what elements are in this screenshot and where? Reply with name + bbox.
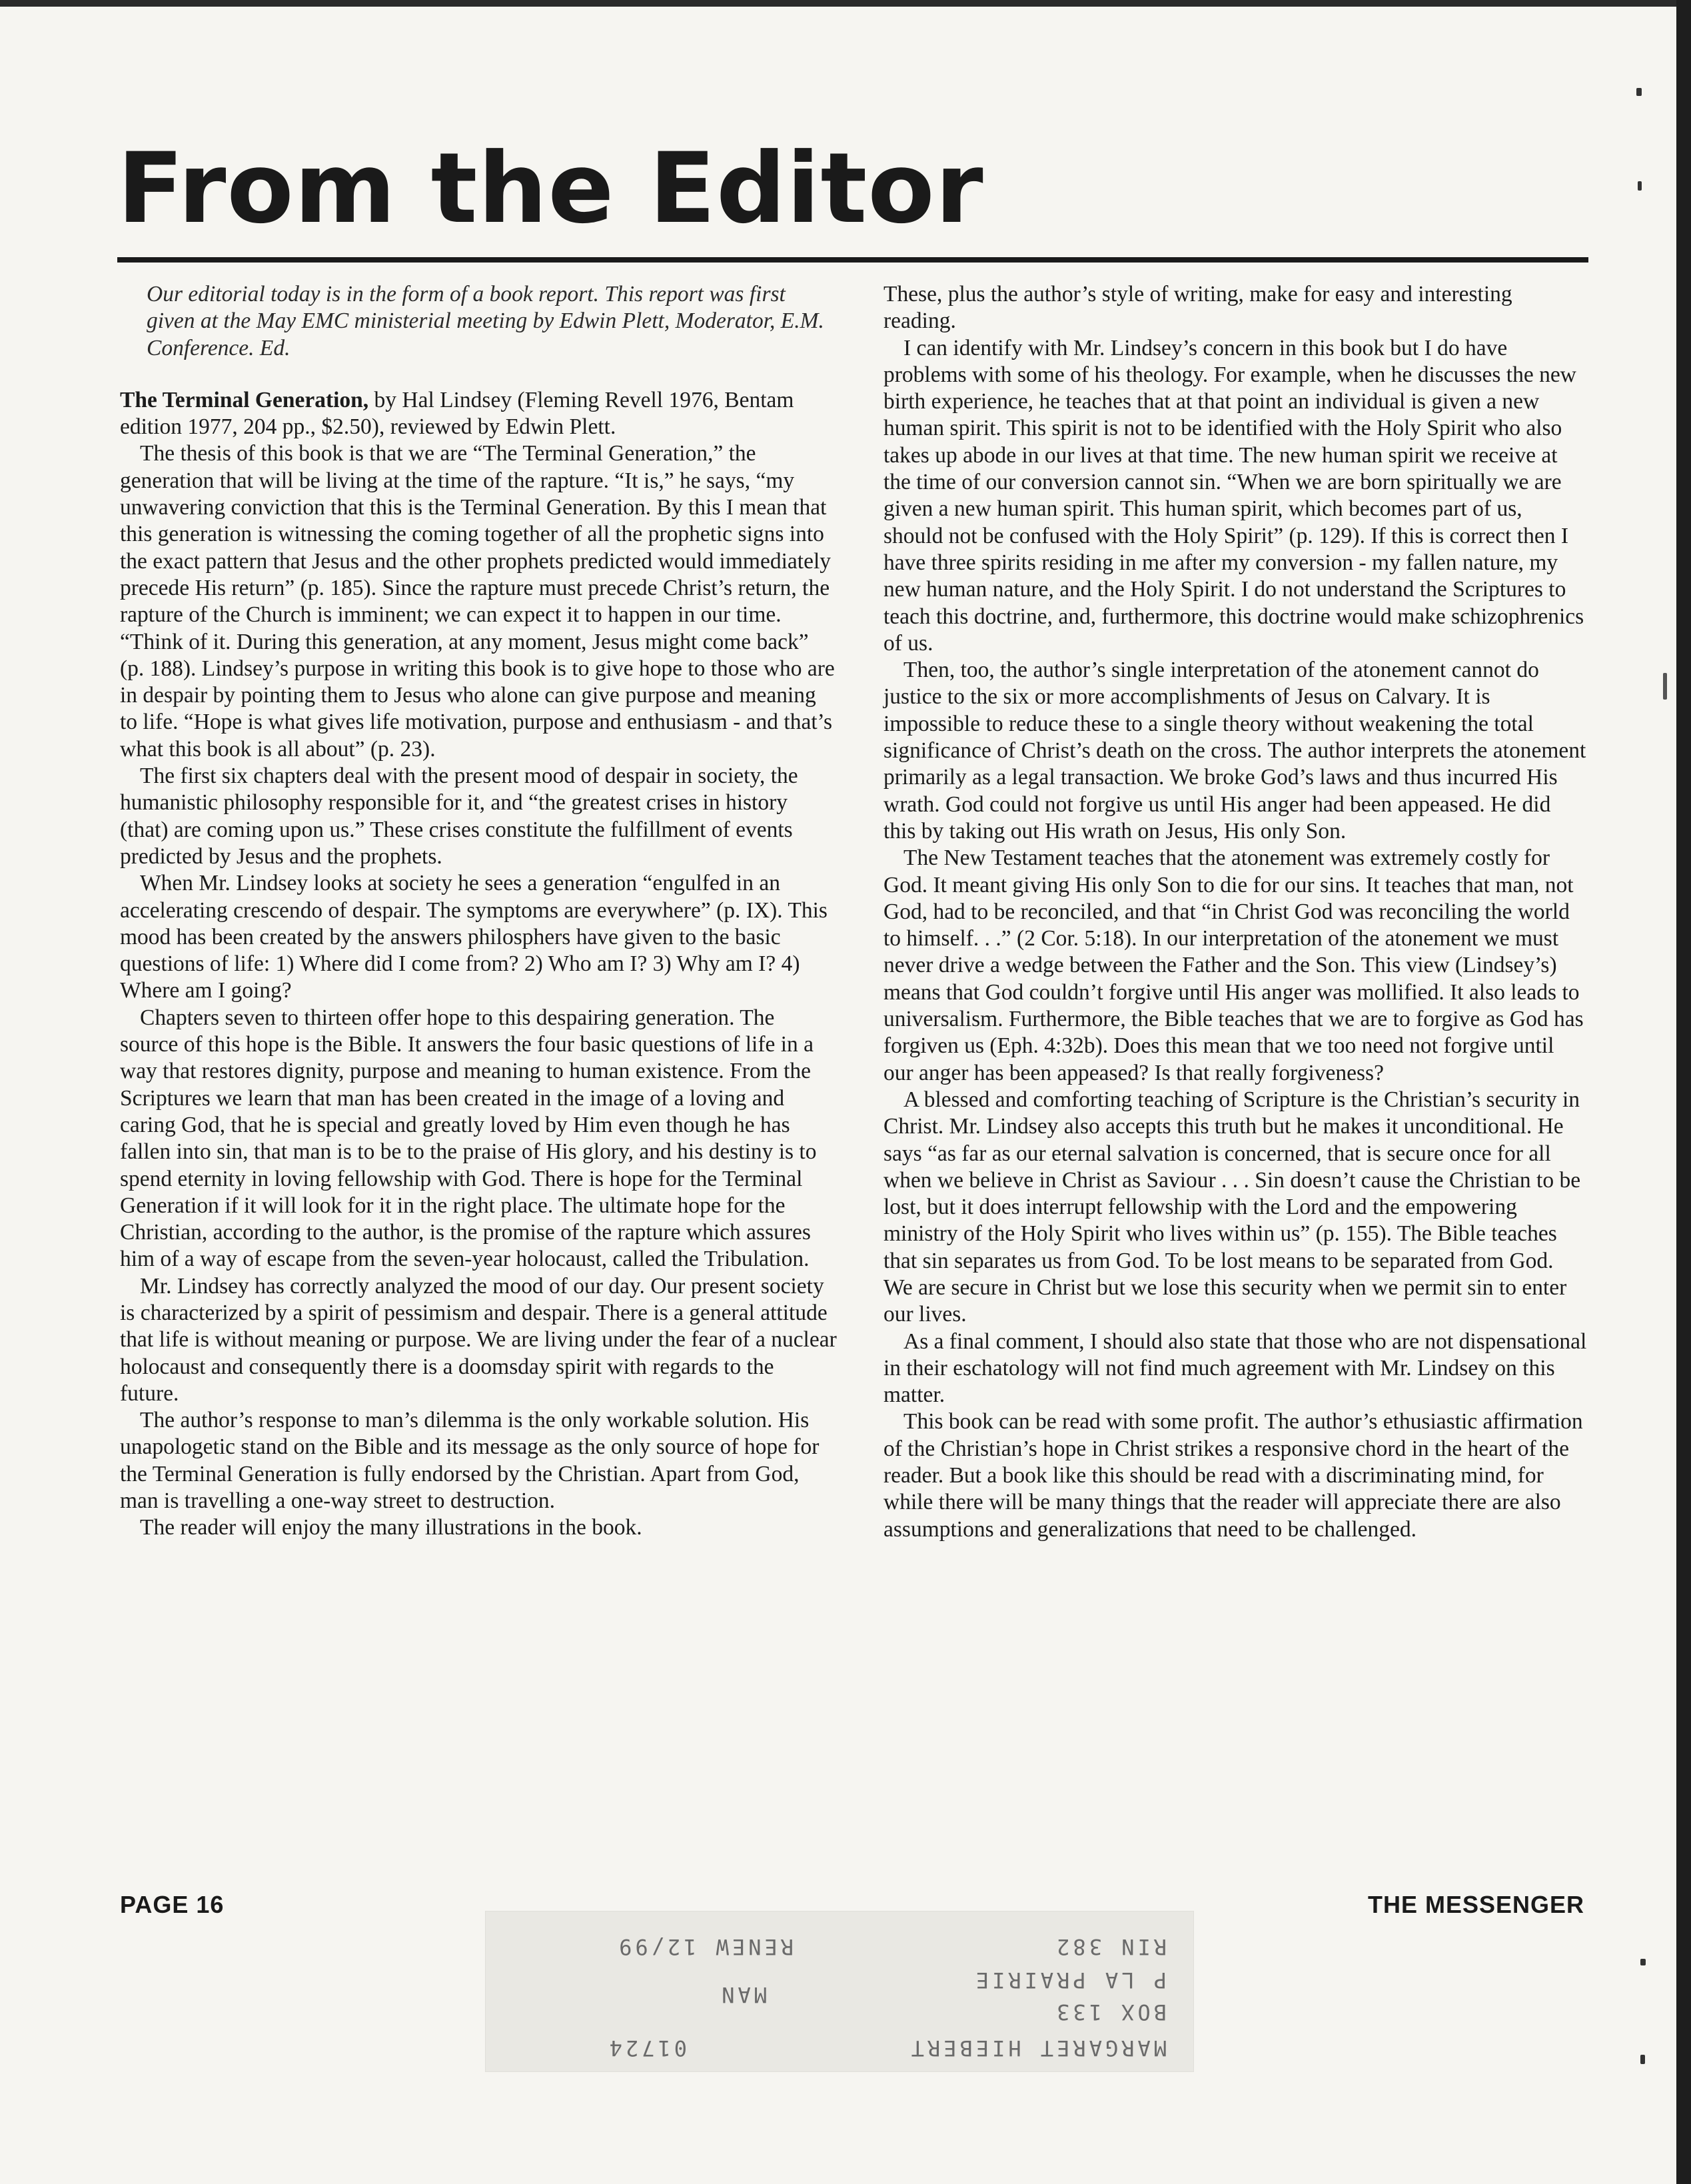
label-line: RIN 382 <box>1053 1934 1167 1959</box>
paragraph: I can identify with Mr. Lindsey’s concern in this book but I do have problems with some of his theology. For example, when he discusses the new birth experience, he teaches that at that point an individual is given a new human spirit. This spirit is not to be identified with the Holy Spirit who also takes up abode in our lives at that time. The new human spirit we receive at the time of our conversion cannot sin. “When we are born spiritually we are given a new human spirit. This human spirit, which becomes part of us, should not be confused with the Holy Spirit” (p. 129). If this is correct then I have three spirits residing in me after my conversion - my fallen nature, my new human nature, and the Holy Spirit. I do not understand the Scriptures to teach this doctrine, and, furthermore, this doctrine would make schizophrenics of us. <box>883 335 1584 656</box>
scan-mark <box>1640 1959 1646 1965</box>
book-title: The Terminal Generation, <box>120 387 369 412</box>
paragraph: When Mr. Lindsey looks at society he sees a generation “engulfed in an accelerating crescendo of despair. The symptoms are everywhere” (p. IX). This mood has been created by the answers philosphers have given to the basic questions of life: 1) Where did I come from? 2) Who am I? 3) Why am I? 4) Where am I going? <box>120 871 828 1003</box>
paragraph: The reader will enjoy the many illustrations in the book. <box>140 1515 642 1540</box>
label-line: MARGARET HIEBERT <box>907 2035 1167 2061</box>
paragraph: As a final comment, I should also state that those who are not dispensational in their eschatology will not find much agreement with Mr. Lindsey on this matter. <box>883 1329 1587 1408</box>
paragraph: The author’s response to man’s dilemma is the only workable solution. His unapologetic stand on the Bible and its message as the only source of hope for the Terminal Generation is fully endorsed by the Christian. Apart from God, man is travelling a one-way street to destruction. <box>120 1408 820 1514</box>
page-right-edge <box>1676 0 1691 2184</box>
publication-name: THE MESSENGER <box>1367 1891 1584 1918</box>
paragraph: Mr. Lindsey has correctly analyzed the mood of our day. Our present society is characterized by a spirit of pessimism and despair. There is a general attitude that life is without meaning or purpose. We are living under the fear of a nuclear holocaust and consequently there is a doomsday spirit with regards to the future. <box>120 1273 837 1406</box>
editorial-intro: Our editorial today is in the form of a book report. This report was first given at the May EMC ministerial meeting by Edwin Plett, Moderator, E.M. Conference. Ed. <box>147 282 824 360</box>
label-line: P LA PRAIRIE <box>972 1967 1167 1993</box>
book-info: by Hal Lindsey (Fleming Revell 1976, Bentam edition 1977, 204 pp., $2.50), reviewed by Edwin Plett. <box>120 387 794 440</box>
paragraph: Then, too, the author’s single interpretation of the atonement cannot do justice to the six or more accomplishments of Jesus on Calvary. It is impossible to reduce these to a single theory without weakening the total significance of Christ’s death on the cross. The author interprets the atonement primarily as a legal transaction. We broke God’s laws and thus incurred His wrath. God could not forgive us until His anger had been appeased. He did this by taking out His wrath on Jesus, His only Son. <box>883 658 1586 843</box>
paragraph: The first six chapters deal with the present mood of despair in society, the humanistic philosophy responsible for it, and “the greatest crises in history (that) are coming upon us.” These crises constitute the fulfillment of events predicted by Jesus and the prophets. <box>120 764 798 869</box>
page-top-edge <box>0 0 1691 7</box>
label-line: RENEW 12/99 <box>616 1934 794 1959</box>
scan-mark <box>1640 2055 1645 2064</box>
label-line: 01724 <box>606 2035 687 2061</box>
scan-mark <box>1636 88 1642 96</box>
paragraph: The thesis of this book is that we are “The Terminal Generation,” the generation that will be living at the time of the rapture. “It is,” he says, “my unwavering conviction that this is the Terminal Generation. By this I mean that this generation is witnessing the coming together of all the prophetic signs into the exact pattern that Jesus and the other prophets predicted would immediately precede His return” (p. 185). Since the rapture must precede Christ’s return, the rapture of the Church is imminent; we can expect it to happen in our time. “Think of it. During this generation, at any moment, Jesus might come back” (p. 188). Lindsey’s purpose in writing this book is to give hope to those who are in despair by pointing them to Jesus who alone can give purpose and meaning to life. “Hope is what gives life motivation, purpose and enthusiasm - and that’s what this book is all about” (p. 23). <box>120 441 835 762</box>
mailing-label-text <box>486 1911 1193 2071</box>
page-number: PAGE 16 <box>120 1891 225 1918</box>
scan-mark <box>1663 673 1667 700</box>
title-rule <box>117 257 1588 263</box>
left-column <box>120 281 838 1542</box>
book-citation <box>120 387 838 441</box>
label-line: BOX 133 <box>1053 1999 1167 2025</box>
label-line: MAN <box>718 1982 767 2007</box>
page-title: From the Editor <box>117 132 984 245</box>
paragraph: Chapters seven to thirteen offer hope to this despairing generation. The source of this hope is the Bible. It answers the four basic questions of life in a way that restores dignity, purpose and meaning to human existence. From the Scriptures we learn that man has been created in the image of a loving and caring God, that he is special and greatly loved by Him even though he has fallen into sin, that man is to be to the praise of His glory, and his destiny is to spend eternity in loving fellowship with God. There is hope for the Terminal Generation if it will look for it in the right place. The ultimate hope for the Christian, according to the author, is the promise of the rapture which assures him of a way of escape from the seven-year holocaust, called the Tribulation. <box>120 1005 817 1272</box>
scan-mark <box>1638 181 1642 191</box>
paragraph: A blessed and comforting teaching of Scripture is the Christian’s security in Christ. Mr. Lindsey also accepts this truth but he makes it unconditional. He says “as far as our eternal salvation is concerned, that is secure once for all when we believe in Christ as Saviour . . . Sin doesn’t cause the Christian to be lost, but it does interrupt fellowship with the Lord and the empowering ministry of the Holy Spirit who lives within us” (p. 155). The Bible teaches that sin separates us from God. To be lost means to be separated from God. We are secure in Christ but we lose this security when we permit sin to enter our lives. <box>883 1087 1581 1327</box>
right-column <box>883 281 1587 1543</box>
paragraph: The New Testament teaches that the atonement was extremely costly for God. It meant giving His only Son to die for our sins. It teaches that man, not God, had to be reconciled, and that “in Christ God was reconciling the world to himself. . .” (2 Cor. 5:18). In our interpretation of the atonement we must never drive a wedge between the Father and the Son. This view (Lindsey’s) means that God couldn’t forgive until His anger was mollified. It also leads to universalism. Furthermore, the Bible teaches that we are to forgive as God has forgiven us (Eph. 4:32b). Does this mean that we too need not forgive until our anger has been appeased? Is that really forgiveness? <box>883 845 1584 1085</box>
paragraph: This book can be read with some profit. The author’s ethusiastic affirmation of the Christian’s hope in Christ strikes a responsive chord in the heart of the reader. But a book like this should be read with a discriminating mind, for while there will be many things that the reader will appreciate there are also assumptions and generalizations that need to be challenged. <box>883 1409 1583 1542</box>
mailing-label <box>485 1911 1194 2072</box>
paragraph-continued: These, plus the author’s style of writing, make for easy and interesting reading. <box>883 282 1512 334</box>
